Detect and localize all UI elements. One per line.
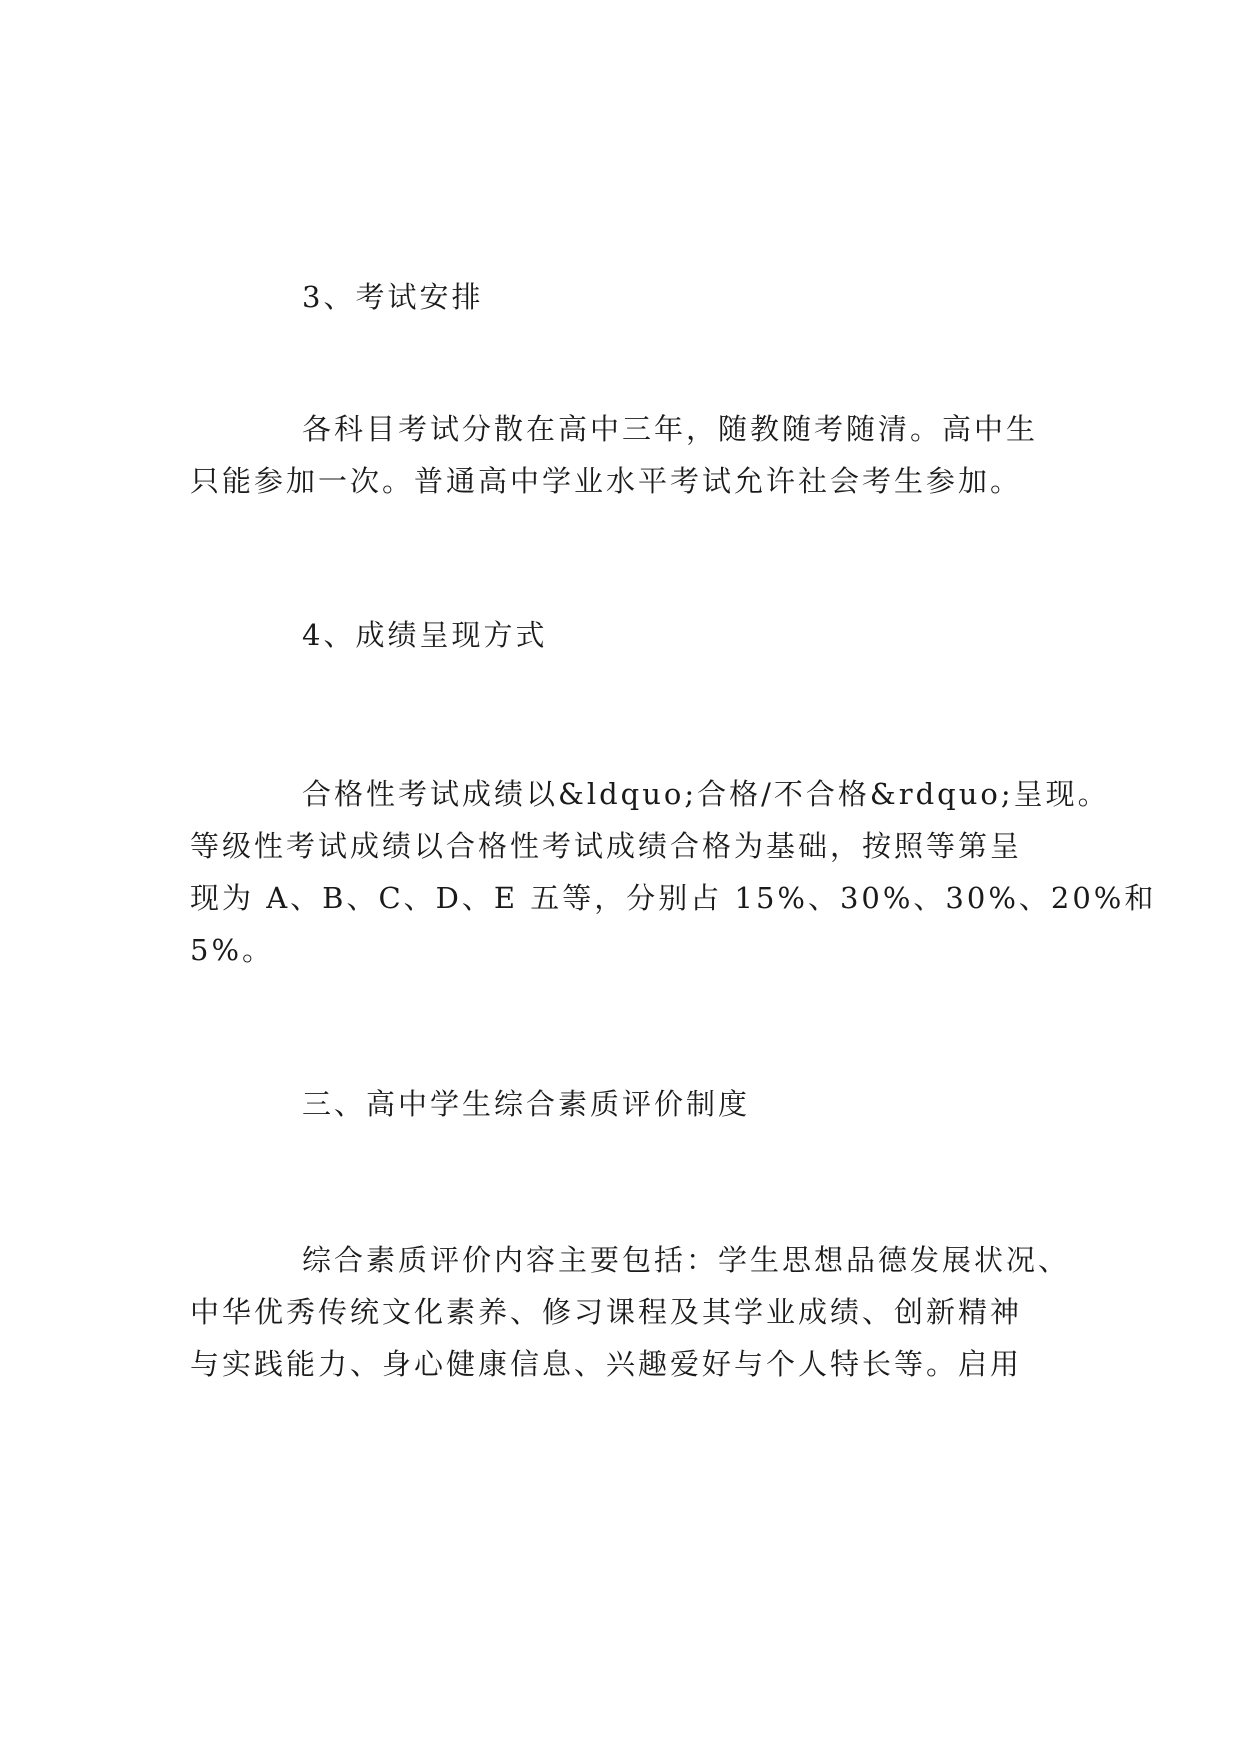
- paragraph-line: 5%。: [190, 933, 275, 967]
- paragraph-line: 合格性考试成绩以&ldquo;合格/不合格&rdquo;呈现。: [302, 777, 1110, 811]
- heading-text: 3、考试安排: [302, 280, 484, 314]
- paragraph-line: 各科目考试分散在高中三年，随教随考随清。高中生: [302, 412, 1039, 446]
- heading-text: 4、成绩呈现方式: [302, 618, 548, 652]
- heading-text: 三、高中学生综合素质评价制度: [302, 1087, 751, 1121]
- paragraph-line: 现为 A、B、C、D、E 五等，分别占 15%、30%、30%、20%和: [190, 881, 1157, 915]
- section-heading-score-presentation: [190, 609, 1050, 661]
- paragraph-line: 与实践能力、身心健康信息、兴趣爱好与个人特长等。启用: [190, 1347, 1023, 1381]
- section-heading-exam-arrangement: [190, 271, 1050, 323]
- paragraph-line: 综合素质评价内容主要包括：学生思想品德发展状况、: [302, 1243, 1071, 1277]
- section-heading-comprehensive-evaluation: [190, 1078, 1050, 1130]
- paragraph-score-presentation: [190, 768, 1157, 976]
- paragraph-comprehensive-evaluation: [190, 1234, 1071, 1390]
- paragraph-line: 只能参加一次。普通高中学业水平考试允许社会考生参加。: [190, 464, 1023, 498]
- paragraph-line: 等级性考试成绩以合格性考试成绩合格为基础，按照等第呈: [190, 829, 1023, 863]
- paragraph-line: 中华优秀传统文化素养、修习课程及其学业成绩、创新精神: [190, 1295, 1023, 1329]
- paragraph-exam-arrangement: [190, 403, 1050, 507]
